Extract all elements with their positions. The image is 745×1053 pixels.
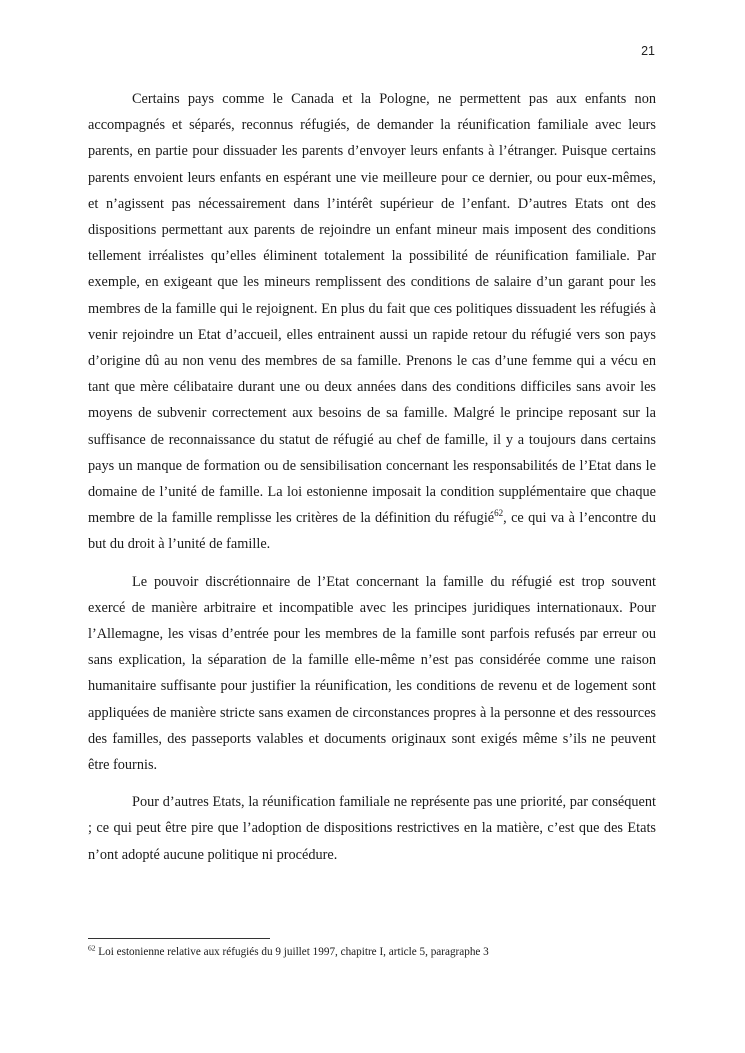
page-number: 21 bbox=[641, 44, 655, 58]
paragraph-3: Pour d’autres Etats, la réunification familiale ne représente pas une priorité, par conséquent ; ce qui peut être pire que l’adoption de dispositions restrictives en la matière, c’est que des Etats n’ont adopté aucune politique ni procédure. bbox=[88, 794, 656, 863]
paragraph-1-text: Certains pays comme le Canada et la Pologne, ne permettent pas aux enfants non accompagnés et séparés, reconnus réfugiés, de demander la réunification familiale avec leurs parents, en partie pour dissuader les parents d’envoyer leurs enfants à l’étranger. Puisque certains parents envoient leurs enfants en espérant une vie meilleure pour ce dernier, ou pour eux-mêmes, et n’agissent pas nécessairement dans l’intérêt supérieur de l’enfant. D’autres Etats ont des dispositions permettant aux parents de rejoindre un enfant mineur mais imposent des conditions tellement irréalistes qu’elles éliminent totalement la possibilité de réunification familiale. Par exemple, en exigeant que les mineurs remplissent des conditions de salaire d’un garant pour les membres de la famille qui le rejoignent. En plus du fait que ces politiques dissuadent les réfugiés à venir rejoindre un Etat d’accueil, elles entrainent aussi un rapide retour du réfugié vers son pays d’origine dû au non venu des membres de sa famille. Prenons le cas d’une femme qui a vécu en tant que mère célibataire durant une ou deux années dans des conditions difficiles sans avoir les moyens de subvenir correctement aux besoins de sa famille. Malgré le principe reposant sur la suffisance de reconnaissance du statut de réfugié au chef de famille, il y a toujours dans certains pays un manque de formation ou de sensibilisation concernant les responsabilités de l’Etat dans le domaine de l’unité de famille. La loi estonienne imposait la condition supplémentaire que chaque membre de la famille remplisse les critères de la définition du réfugié bbox=[88, 91, 656, 527]
footnote-reference[interactable]: 62 bbox=[494, 508, 504, 519]
footnote-number: 62 bbox=[88, 943, 96, 953]
paragraph-1 bbox=[88, 86, 656, 558]
footnote-separator bbox=[88, 938, 270, 939]
footnote-text: Loi estonienne relative aux réfugiés du 9 juillet 1997, chapitre I, article 5, paragraphe 3 bbox=[95, 946, 489, 958]
paragraph-1-text-end: , ce qui va à l’encontre du but du droit à l’unité de famille. bbox=[88, 510, 656, 553]
paragraph-2: Le pouvoir discrétionnaire de l’Etat concernant la famille du réfugié est trop souvent exercé de manière arbitraire et incompatible avec les principes juridiques internationaux. Pour l’Allemagne, les visas d’entrée pour les membres de la famille sont parfois refusés par erreur ou sans explication, la séparation de la famille elle-même n’est pas considérée comme une raison humanitaire suffisante pour justifier la réunification, les conditions de revenu et de logement sont appliquées de manière stricte sans examen de circonstances propres à la personne et des ressources des familles, des passeports valables et documents originaux sont exigés même s’ils ne peuvent être fournis. bbox=[88, 573, 656, 774]
body-text bbox=[88, 86, 656, 879]
footnote bbox=[88, 945, 656, 960]
